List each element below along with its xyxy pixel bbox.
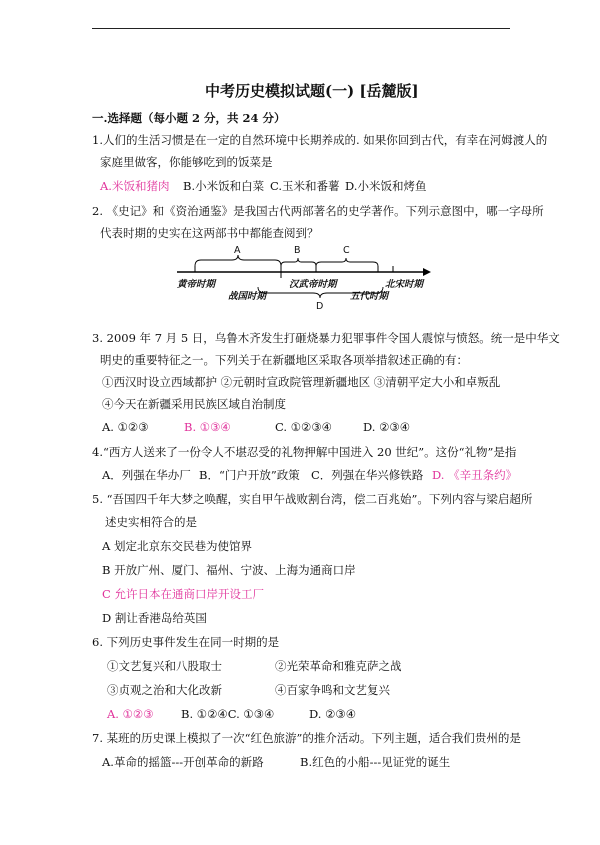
q4-option-c: C．列强在华兴修铁路 <box>311 468 424 482</box>
q5-stem-line1: 5. “吾国四千年大梦之唤醒，实自甲午战败割台湾，偿二百兆始”。下列内容与梁启超所 <box>92 492 533 506</box>
q3-option-b: B. ①③④ <box>184 420 231 434</box>
q1-stem-line1: 1.人们的生活习惯是在一定的自然环境中长期养成的. 如果你回到古代，有幸在河姆渡人的 <box>92 133 548 147</box>
q3-items-line1: ①西汉时设立西域都护 ②元朝时宣政院管理新疆地区 ③清朝平定大小和卓叛乱 <box>102 375 501 389</box>
q6-item-1: ①文艺复兴和八股取士 <box>107 659 222 673</box>
q7-stem-line1: 7. 某班的历史课上模拟了一次“红色旅游”的推介活动。下列主题，适合我们贵州的是 <box>92 731 521 745</box>
q5-option-b: B 开放广州、厦门、福州、宁波、上海为通商口岸 <box>102 563 356 577</box>
q5-stem-line2: 述史实相符合的是 <box>105 515 197 529</box>
q3-option-d: D. ②③④ <box>363 420 411 434</box>
timeline-label-zhanguo: 战国时期 <box>228 291 267 302</box>
q5-option-c: C 允许日本在通商口岸开设工厂 <box>102 587 264 601</box>
q7-option-a: A.革命的摇篮---开创革命的新路 <box>102 755 264 769</box>
q5-option-d: D 割让香港岛给英国 <box>102 611 207 625</box>
brace-a <box>195 255 281 266</box>
timeline-label-beisong: 北宋时期 <box>385 279 424 290</box>
timeline-arrowhead <box>423 268 431 276</box>
page-title: 中考历史模拟试题(一) [岳麓版] <box>205 82 419 100</box>
segment-d-label: D <box>316 301 324 312</box>
q1-option-a: A.米饭和猪肉 <box>100 179 170 193</box>
section-heading: 一.选择题（每小题 2 分，共 24 分） <box>92 111 286 125</box>
q2-stem-line1: 2. 《史记》和《资治通鉴》是我国古代两部著名的史学著作。下列示意图中，哪一字母所 <box>92 204 544 218</box>
q7-option-b: B.红色的小船---见证党的诞生 <box>300 755 451 769</box>
q3-option-a: A. ①②③ <box>102 420 149 434</box>
segment-b-label: B <box>294 245 301 256</box>
q4-option-b: B．“门户开放”政策 <box>199 468 300 482</box>
q6-stem-line1: 6. 下列历史事件发生在同一时期的是 <box>92 635 280 649</box>
segment-c-label: C <box>343 245 350 256</box>
q6-option-d: D. ②③④ <box>309 707 357 721</box>
brace-c <box>316 258 378 266</box>
q1-option-b: B.小米饭和白菜 <box>183 179 265 193</box>
q1-stem-line2: 家庭里做客，你能够吃到的饭菜是 <box>100 155 273 169</box>
brace-b <box>281 258 316 266</box>
timeline-label-huangdi: 黄帝时期 <box>177 279 216 290</box>
q6-option-b-c: B. ①②④C. ①③④ <box>181 707 275 721</box>
timeline-label-wudai: 五代时期 <box>350 291 389 302</box>
q3-option-c: C. ①②③④ <box>275 420 332 434</box>
timeline-label-hanwudi: 汉武帝时期 <box>289 279 337 290</box>
q3-items-line2: ④今天在新疆采用民族区域自治制度 <box>102 397 286 411</box>
q3-stem-line2: 明史的重要特征之一。下列关于在新疆地区采取各项举措叙述正确的有： <box>100 353 468 367</box>
q6-item-3: ③贞观之治和大化改新 <box>107 683 222 697</box>
q3-stem-line1: 3. 2009 年 7 月 5 日，乌鲁木齐发生打砸烧暴力犯罪事件令国人震惊与愤怒。统一是中华文 <box>92 331 560 345</box>
q4-stem-line1: 4.“西方人送来了一份令人不堪忍受的礼物押解中国进入 20 世纪”。这份“礼物”是指 <box>92 445 517 459</box>
q4-option-a: A．列强在华办厂 <box>102 468 191 482</box>
segment-a-label: A <box>234 245 241 256</box>
q6-item-4: ④百家争鸣和文艺复兴 <box>275 683 390 697</box>
q4-option-d: D. 《辛丑条约》 <box>432 468 518 482</box>
q6-option-a: A. ①②③ <box>107 707 154 721</box>
q5-option-a: A 划定北京东交民巷为使馆界 <box>102 539 252 553</box>
q1-option-d: D.小米饭和烤鱼 <box>345 179 427 193</box>
q1-option-c: C.玉米和番薯 <box>270 179 340 193</box>
q2-stem-line2: 代表时期的史实在这两部书中都能查阅到？ <box>100 226 319 240</box>
q6-item-2: ②光荣革命和雅克萨之战 <box>275 659 402 673</box>
